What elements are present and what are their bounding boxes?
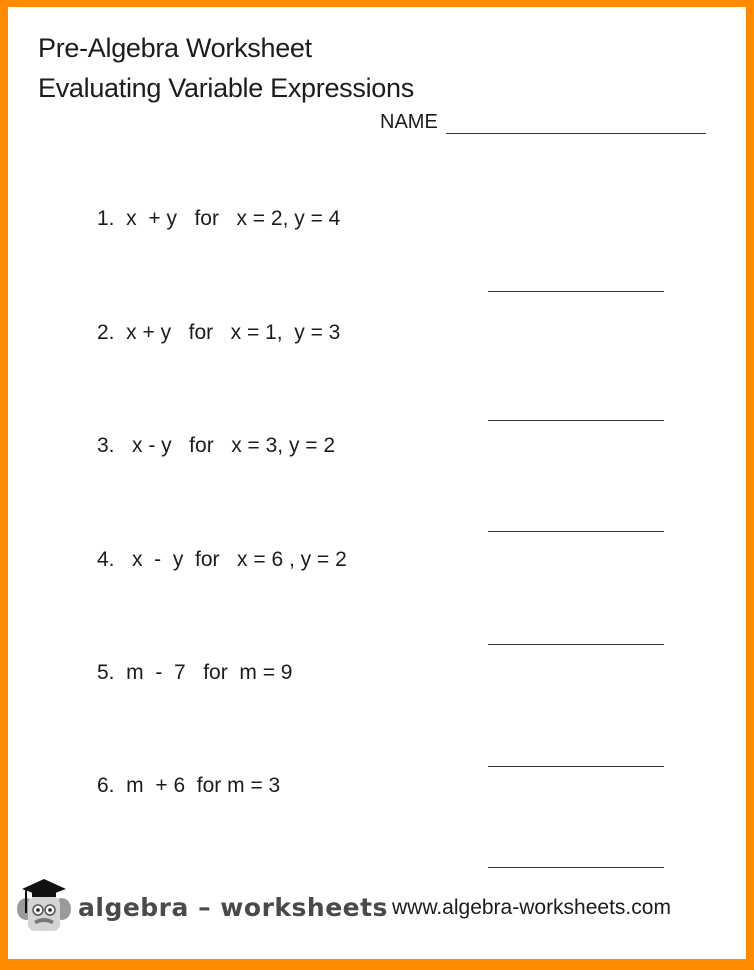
answer-line-6[interactable]: [488, 867, 664, 868]
brand-wordmark: algebra – worksheets: [78, 892, 388, 922]
answer-line-5[interactable]: [488, 766, 664, 767]
professor-mascot-icon: [14, 873, 74, 935]
problem-3: 3. x - y for x = 3, y = 2: [97, 434, 336, 457]
problem-2: 2. x + y for x = 1, y = 3: [97, 321, 341, 344]
problem-1: 1. x + y for x = 2, y = 4: [97, 207, 341, 230]
worksheet-title: Pre-Algebra Worksheet: [38, 33, 312, 63]
problem-5: 5. m - 7 for m = 9: [97, 661, 293, 684]
name-label: NAME: [380, 111, 438, 133]
worksheet-subtitle: Evaluating Variable Expressions: [38, 73, 414, 103]
name-field-line[interactable]: [446, 133, 706, 134]
answer-line-3[interactable]: [488, 531, 664, 532]
website-url[interactable]: www.algebra-worksheets.com: [392, 896, 671, 919]
worksheet-page: [8, 7, 746, 959]
problem-6: 6. m + 6 for m = 3: [97, 774, 281, 797]
answer-line-2[interactable]: [488, 420, 664, 421]
problem-4: 4. x - y for x = 6 , y = 2: [97, 548, 347, 571]
brand-logo: [14, 873, 388, 935]
answer-line-4[interactable]: [488, 644, 664, 645]
answer-line-1[interactable]: [488, 291, 664, 292]
